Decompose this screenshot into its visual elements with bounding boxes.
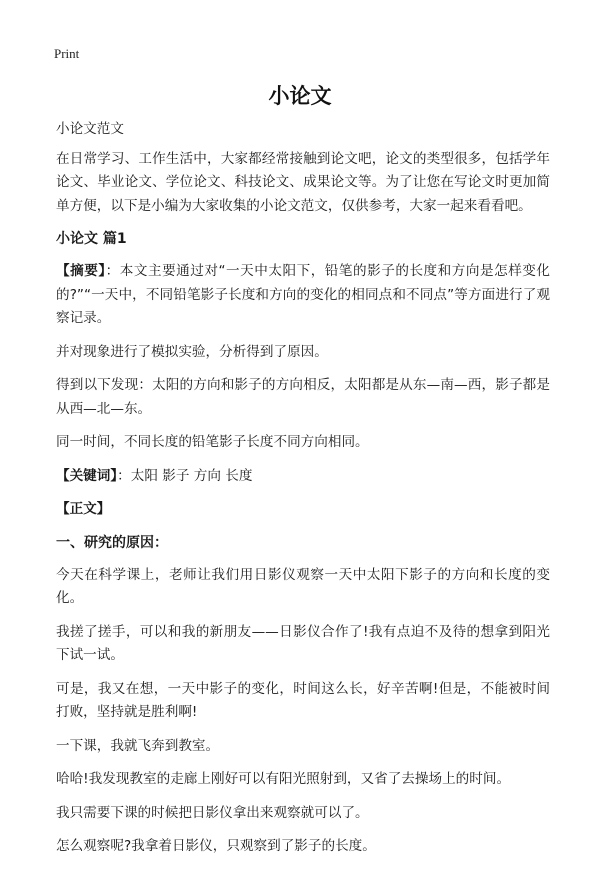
abstract-paragraph [56, 260, 550, 331]
keywords-label: 【关键词】 [56, 467, 118, 484]
body-label: 【正文】 [56, 501, 111, 517]
abstract-label: 【摘要】 [56, 263, 106, 279]
doc-subtitle: 小论文范文 [56, 121, 124, 137]
body-paragraph: 怎么观察呢?我拿着日影仪，只观察到了影子的长度。 [56, 838, 376, 854]
keywords-text: ：太阳 影子 方向 长度 [117, 467, 253, 484]
section-title: 小论文 篇1 [56, 231, 127, 247]
keywords-paragraph [56, 465, 550, 489]
reason-heading: 一、研究的原因： [56, 534, 168, 551]
body-paragraph: 一下课，我就飞奔到教室。 [56, 737, 220, 754]
body-label-paragraph [56, 498, 550, 522]
page-title: 小论文 [268, 84, 332, 108]
same-time-paragraph: 同一时间，不同长度的铅笔影子长度不同方向相同。 [56, 434, 369, 450]
document-body [56, 118, 550, 869]
body-paragraph: 今天在科学课上，老师让我们用日影仪观察一天中太阳下影子的方向和长度的变化。 [56, 566, 550, 606]
print-link[interactable]: Print [54, 46, 80, 61]
body-paragraph: 可是，我又在想，一天中影子的变化，时间这么长，好辛苦啊!但是，不能被时间打败，坚持就是胜利啊! [56, 680, 550, 720]
simulate-paragraph: 并对现象进行了模拟实验，分析得到了原因。 [56, 343, 328, 360]
findings-paragraph: 得到以下发现：太阳的方向和影子的方向相反，太阳都是从东—南—西，影子都是从西—北—东。 [56, 377, 550, 417]
body-paragraph: 哈哈!我发现教室的走廊上刚好可以有阳光照射到，又省了去操场上的时间。 [56, 771, 511, 787]
body-paragraph: 我搓了搓手，可以和我的新朋友——日影仪合作了!我有点迫不及待的想拿到阳光下试一试。 [56, 623, 550, 663]
abstract-text: ：本文主要通过对“一天中太阳下，铅笔的影子的长度和方向是怎样变化的?”“一天中，不同铅笔影子长度和方向的变化的相同点和不同点”等方面进行了观察记录。 [56, 263, 551, 326]
intro-paragraph: 在日常学习、工作生活中，大家都经常接触到论文吧，论文的类型很多，包括学年论文、毕业论文、学位论文、科技论文、成果论文等。为了让您在写论文时更加简单方便，以下是小编为大家收集的小论文范文，仅供参考，大家一起来看看吧。 [56, 150, 550, 214]
body-paragraph: 我只需要下课的时候把日影仪拿出来观察就可以了。 [56, 804, 369, 821]
